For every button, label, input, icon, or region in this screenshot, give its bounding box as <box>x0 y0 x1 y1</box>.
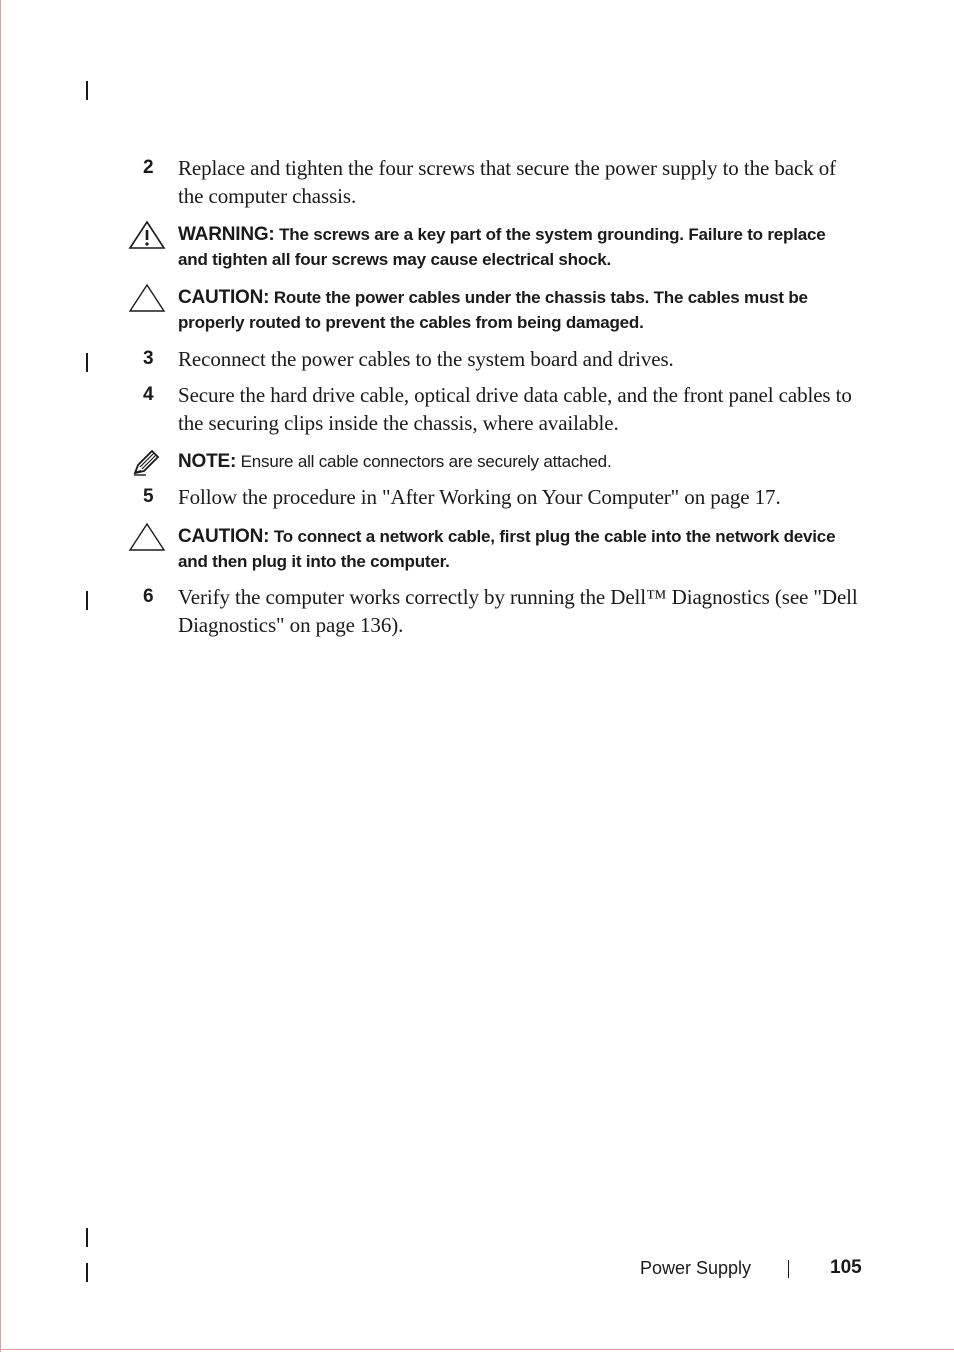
notice-body: To connect a network cable, first plug the cable into the network device and then plug it into the computer. <box>178 527 836 571</box>
change-bar <box>86 1228 88 1247</box>
step-text: Secure the hard drive cable, optical drive data cable, and the front panel cables to the securing clips inside the chassis, where available. <box>178 383 852 435</box>
caution-text <box>178 285 858 335</box>
notice-label: NOTE: <box>178 451 237 472</box>
change-bar <box>86 353 88 372</box>
notice-label: CAUTION: <box>178 287 270 308</box>
page-edge-bottom <box>0 1349 954 1350</box>
step-number: 5 <box>143 486 154 507</box>
notice-body: The screws are a key part of the system grounding. Failure to replace and tighten all four screws may cause electrical shock. <box>178 225 826 269</box>
notice-body: Ensure all cable connectors are securely attached. <box>240 452 612 471</box>
step-text: Verify the computer works correctly by running the Dell™ Diagnostics (see "Dell Diagnostics" on page 136). <box>178 585 858 637</box>
caution-text <box>178 524 858 574</box>
step-text: Replace and tighten the four screws that secure the power supply to the back of the computer chassis. <box>178 156 837 208</box>
note-text <box>178 449 858 474</box>
step-number: 6 <box>143 586 154 607</box>
notice-body: Route the power cables under the chassis tabs. The cables must be properly routed to prevent the cables from being damaged. <box>178 288 808 332</box>
notice-label: WARNING: <box>178 224 275 245</box>
step-text: Follow the procedure in "After Working on Your Computer" on page 17. <box>178 485 781 509</box>
page-number: 105 <box>830 1257 862 1278</box>
footer-section-title: Power Supply <box>640 1258 752 1278</box>
change-bar <box>86 1263 88 1282</box>
note-icon <box>132 448 162 481</box>
step-text: Reconnect the power cables to the system board and drives. <box>178 347 674 371</box>
step-number: 3 <box>143 348 154 369</box>
page-edge-left <box>0 0 1 1352</box>
footer-separator <box>788 1260 789 1278</box>
warning-icon <box>128 220 166 255</box>
change-bar <box>86 591 88 610</box>
step-number: 2 <box>143 157 154 178</box>
step-number: 4 <box>143 384 154 405</box>
change-bar <box>86 81 88 100</box>
notice-label: CAUTION: <box>178 526 270 547</box>
caution-icon <box>128 283 166 318</box>
warning-text <box>178 222 858 272</box>
caution-icon <box>128 522 166 557</box>
